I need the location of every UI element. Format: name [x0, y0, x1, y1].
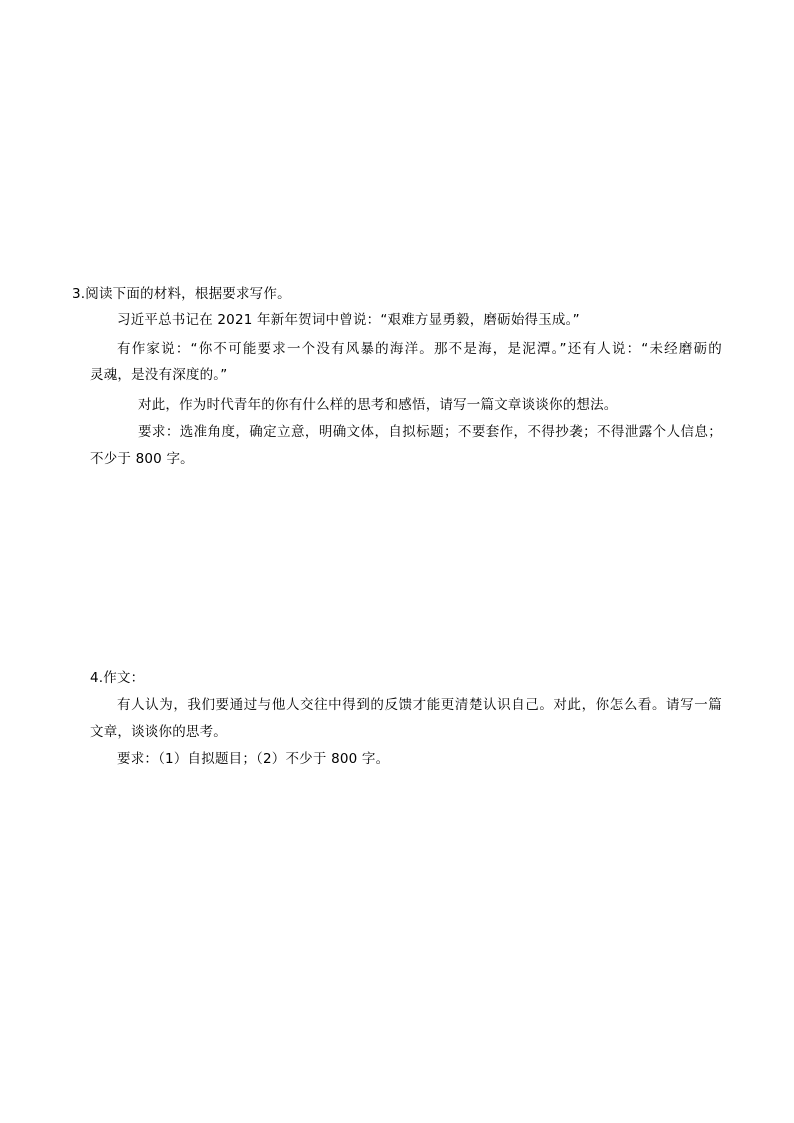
question-4-material-cont: 文章，谈谈你的思考。	[90, 724, 227, 740]
question-3-requirements: 要求：选准角度，确定立意，明确文体，自拟标题；不要套作，不得抄袭；不得泄露个人信息；	[138, 424, 722, 440]
question-4-requirements: 要求：（1）自拟题目；（2）不少于 800 字。	[117, 751, 390, 767]
question-3-heading: 3.阅读下面的材料，根据要求写作。	[72, 286, 291, 302]
question-4-heading: 4.作文：	[90, 670, 145, 686]
question-3-requirements-cont: 不少于 800 字。	[90, 451, 194, 467]
question-4-material: 有人认为，我们要通过与他人交往中得到的反馈才能更清楚认识自己。对此，你怎么看。请写一篇	[117, 697, 722, 713]
question-3-quote-writer-cont: 灵魂，是没有深度的。”	[90, 367, 228, 383]
question-3-prompt: 对此，作为时代青年的你有什么样的思考和感悟，请写一篇文章谈谈你的想法。	[138, 397, 618, 413]
question-3-quote-xi: 习近平总书记在 2021 年新年贺词中曾说：“艰难方显勇毅，磨砺始得玉成。”	[117, 312, 580, 328]
question-3-quote-writer: 有作家说：“你不可能要求一个没有风暴的海洋。那不是海，是泥潭。”还有人说：“未经磨砺的	[117, 341, 722, 357]
